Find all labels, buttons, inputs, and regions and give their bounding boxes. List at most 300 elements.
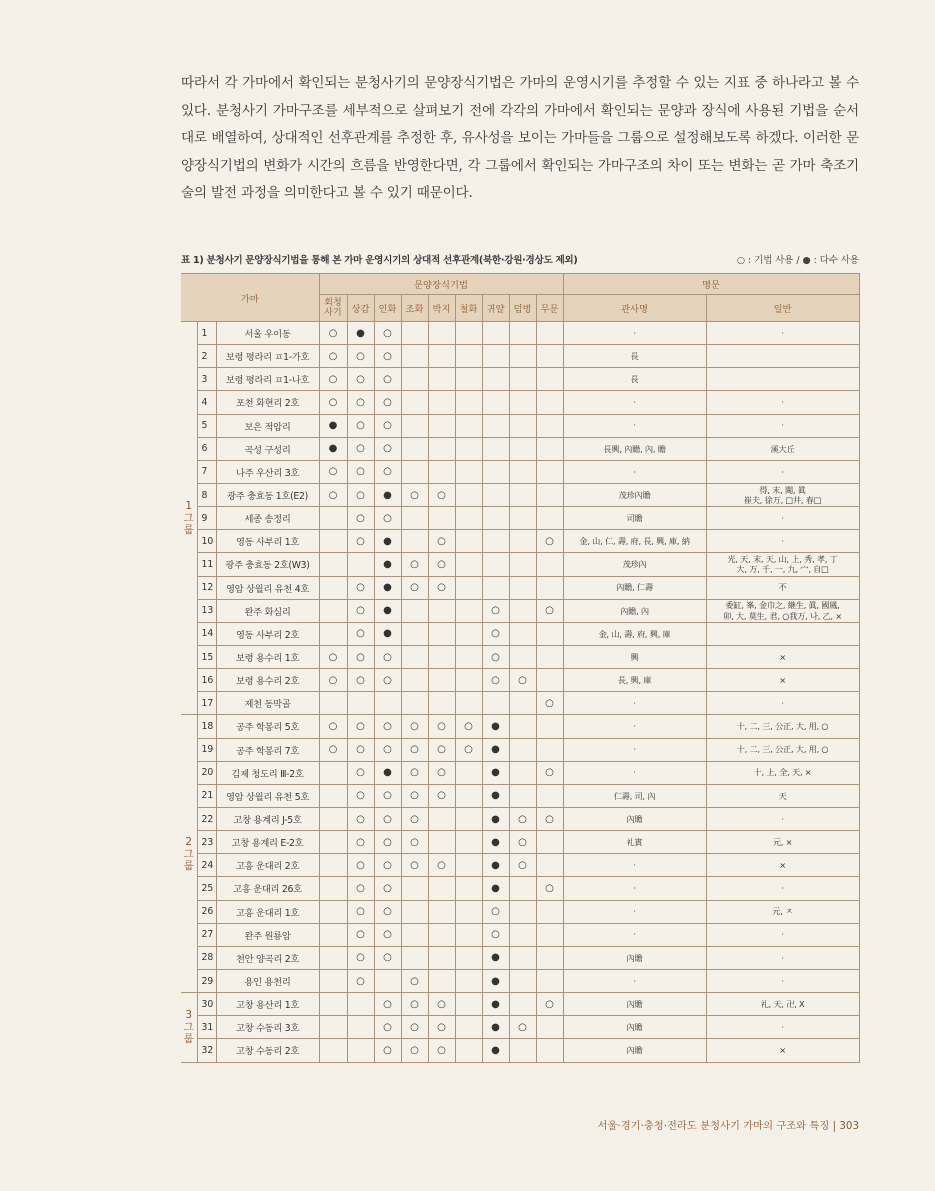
technique-mark [509,993,536,1016]
technique-mark [509,322,536,345]
technique-mark [455,322,482,345]
technique-mark: ○ [428,483,455,506]
technique-mark [319,900,347,923]
technique-mark [482,460,509,483]
row-number: 15 [197,645,216,668]
ilban-inscription: × [706,645,859,668]
technique-mark [347,993,374,1016]
technique-mark: ● [374,553,401,576]
table-row [181,946,859,969]
technique-mark [401,507,428,530]
ilban-inscription: 十, 二, 三, 公正, 大, 用, ○ [706,738,859,761]
technique-mark: ○ [347,530,374,553]
gwansa-inscription: 金, 山, 壽, 府, 興, 庫 [563,622,706,645]
gwansa-inscription: 內贍 [563,1016,706,1039]
technique-mark [319,969,347,992]
technique-mark [401,322,428,345]
technique-mark [401,599,428,622]
technique-mark [319,854,347,877]
row-number: 26 [197,900,216,923]
table-caption: 표 1) 분청사기 문양장식기법을 통해 본 가마 운영시기의 상대적 선후관계(북한·강원·경상도 제외) [181,255,578,266]
ilban-inscription: 元, × [706,831,859,854]
technique-mark: ● [374,576,401,599]
technique-mark: ○ [401,1039,428,1062]
technique-mark [401,669,428,692]
technique-mark [455,784,482,807]
gwansa-inscription: 茂珍內贍 [563,483,706,506]
ilban-inscription: 十, 二, 三, 公正, 大, 用, ○ [706,715,859,738]
row-number: 6 [197,437,216,460]
technique-mark [319,1039,347,1062]
technique-mark [428,437,455,460]
technique-mark: ○ [374,946,401,969]
technique-mark: ○ [374,993,401,1016]
technique-mark [428,599,455,622]
page-footer: 서울·경기·충청·전라도 분청사기 가마의 구조와 특징 | 303 [597,1120,859,1132]
technique-mark [455,993,482,1016]
technique-mark [509,715,536,738]
row-number: 29 [197,969,216,992]
technique-mark: ○ [374,645,401,668]
technique-mark: ○ [482,645,509,668]
technique-mark [401,414,428,437]
technique-mark [455,368,482,391]
kiln-name: 곡성 구성리 [216,437,319,460]
technique-mark: ○ [319,738,347,761]
technique-mark: ○ [536,761,563,784]
technique-mark: ○ [482,622,509,645]
header-technique: 철화 [455,295,482,322]
technique-mark [509,923,536,946]
technique-mark [536,507,563,530]
technique-mark [455,1039,482,1062]
ilban-inscription [706,622,859,645]
row-number: 8 [197,483,216,506]
technique-mark [509,784,536,807]
technique-mark [319,576,347,599]
technique-mark [509,414,536,437]
kiln-name: 천안 양곡리 2호 [216,946,319,969]
gwansa-inscription: 內贍 [563,993,706,1016]
table-row [181,576,859,599]
kiln-name: 고창 수동리 3호 [216,1016,319,1039]
technique-mark [536,969,563,992]
kiln-name: 고창 용계리 E-2호 [216,831,319,854]
technique-mark: ○ [374,1039,401,1062]
technique-mark [401,345,428,368]
group-label: 2 그 룹 [181,715,197,993]
technique-mark [401,530,428,553]
header-technique: 박지 [428,295,455,322]
technique-mark: ● [374,761,401,784]
gwansa-inscription: · [563,322,706,345]
technique-mark: ○ [347,946,374,969]
technique-mark [509,738,536,761]
technique-mark [428,807,455,830]
gwansa-inscription: 內贍 [563,946,706,969]
table-body [181,322,859,1063]
row-number: 18 [197,715,216,738]
row-number: 31 [197,1016,216,1039]
technique-mark [536,715,563,738]
technique-mark [509,599,536,622]
ilban-inscription [706,368,859,391]
kiln-name: 고창 용계리 J-5호 [216,807,319,830]
technique-mark: ○ [401,993,428,1016]
technique-mark: ○ [509,854,536,877]
technique-mark [319,993,347,1016]
technique-mark: ○ [374,738,401,761]
row-number: 3 [197,368,216,391]
header-kiln: 가마 [181,274,319,322]
technique-mark: ○ [401,483,428,506]
technique-mark: ○ [401,969,428,992]
technique-mark: ○ [347,622,374,645]
technique-mark: ○ [319,715,347,738]
technique-mark [536,553,563,576]
technique-mark: ○ [374,877,401,900]
kiln-name: 완주 화심리 [216,599,319,622]
row-number: 23 [197,831,216,854]
technique-mark [319,784,347,807]
technique-mark [509,692,536,715]
technique-mark: ○ [428,784,455,807]
table-row [181,784,859,807]
technique-mark: ○ [347,437,374,460]
technique-mark: ● [482,1016,509,1039]
technique-mark [482,345,509,368]
technique-mark: ● [374,622,401,645]
technique-mark [455,622,482,645]
row-number: 32 [197,1039,216,1062]
technique-mark [509,483,536,506]
technique-mark [482,368,509,391]
technique-mark [509,368,536,391]
technique-mark: ○ [347,784,374,807]
gwansa-inscription: 內贍, 內 [563,599,706,622]
gwansa-inscription: 長, 興, 庫 [563,669,706,692]
gwansa-inscription: 長 [563,368,706,391]
technique-mark: ○ [347,483,374,506]
technique-mark [428,460,455,483]
ilban-inscription: 得, 末, 闖, 眞 崔夫, 徐万, □井, 春□ [706,483,859,506]
technique-mark [428,923,455,946]
technique-mark [319,692,347,715]
technique-mark: ○ [319,345,347,368]
header-technique-group: 문양장식기법 [319,274,563,295]
technique-mark: ○ [347,923,374,946]
technique-mark [401,622,428,645]
technique-mark [509,645,536,668]
header-inscription-group: 명문 [563,274,859,295]
technique-mark [319,923,347,946]
ilban-inscription: · [706,391,859,414]
technique-mark [509,553,536,576]
technique-mark: ○ [374,831,401,854]
technique-mark [428,692,455,715]
row-number: 28 [197,946,216,969]
technique-mark: ○ [428,576,455,599]
technique-mark [428,622,455,645]
technique-mark [509,969,536,992]
ilban-inscription: · [706,923,859,946]
technique-mark: ○ [401,854,428,877]
gwansa-inscription: · [563,738,706,761]
technique-mark [509,460,536,483]
technique-mark [319,831,347,854]
header-gwansa: 관사명 [563,295,706,322]
kiln-name: 보령 용수리 1호 [216,645,319,668]
technique-mark [455,692,482,715]
header-technique: 회청 사기 [319,295,347,322]
table-row [181,507,859,530]
kiln-name: 공주 학봉리 5호 [216,715,319,738]
technique-mark [509,946,536,969]
technique-mark [428,645,455,668]
ilban-inscription: · [706,414,859,437]
technique-mark [509,1039,536,1062]
table-row [181,368,859,391]
ilban-inscription: · [706,877,859,900]
technique-mark: ○ [536,692,563,715]
ilban-inscription: 元, ㅈ [706,900,859,923]
table-row [181,483,859,506]
technique-mark [482,483,509,506]
technique-mark [536,460,563,483]
kiln-name: 세종 송정리 [216,507,319,530]
technique-mark: ○ [347,599,374,622]
technique-mark [509,507,536,530]
technique-mark: ○ [319,645,347,668]
kiln-name: 고흥 운대리 2호 [216,854,319,877]
technique-mark [455,345,482,368]
technique-mark [509,877,536,900]
technique-mark [536,576,563,599]
ilban-inscription: 十, 上, 全, 天, × [706,761,859,784]
technique-mark [455,923,482,946]
kiln-name: 보은 적암리 [216,414,319,437]
kiln-name: 보령 평라리 ㅍ1-가호 [216,345,319,368]
gwansa-inscription: · [563,923,706,946]
technique-mark [428,669,455,692]
technique-mark [536,831,563,854]
technique-mark: ○ [347,368,374,391]
kiln-name: 고창 수동리 2호 [216,1039,319,1062]
technique-mark [401,437,428,460]
technique-mark: ○ [509,1016,536,1039]
technique-mark: ● [374,483,401,506]
technique-mark: ○ [374,784,401,807]
technique-mark [482,391,509,414]
gwansa-inscription: · [563,877,706,900]
technique-mark: ○ [374,669,401,692]
technique-mark [536,854,563,877]
table-row [181,530,859,553]
ilban-inscription: × [706,854,859,877]
header-technique: 무문 [536,295,563,322]
kiln-name: 영동 사부리 1호 [216,530,319,553]
ilban-inscription: · [706,460,859,483]
ilban-inscription: · [706,807,859,830]
technique-mark [428,507,455,530]
group-label: 3 그 룹 [181,993,197,1062]
technique-mark: ● [482,807,509,830]
technique-mark [536,437,563,460]
technique-mark [401,900,428,923]
technique-mark: ○ [401,1016,428,1039]
technique-mark: ● [482,738,509,761]
technique-mark: ○ [428,715,455,738]
row-number: 10 [197,530,216,553]
technique-mark [401,368,428,391]
technique-mark [536,738,563,761]
technique-mark [455,761,482,784]
technique-mark: ○ [455,738,482,761]
technique-mark [455,576,482,599]
kiln-name: 완주 원룡암 [216,923,319,946]
technique-mark: ○ [428,854,455,877]
row-number: 22 [197,807,216,830]
ilban-inscription: · [706,946,859,969]
technique-mark: ○ [347,900,374,923]
kiln-name: 용인 용천리 [216,969,319,992]
technique-mark [455,854,482,877]
technique-mark: ○ [319,322,347,345]
technique-mark [482,322,509,345]
table-row [181,345,859,368]
technique-mark [428,900,455,923]
technique-mark [455,1016,482,1039]
technique-mark [509,345,536,368]
technique-mark: ○ [374,507,401,530]
technique-mark: ○ [347,414,374,437]
technique-mark [509,437,536,460]
ilban-inscription: × [706,669,859,692]
gwansa-inscription: 茂珍內 [563,553,706,576]
table-row [181,622,859,645]
technique-mark: ○ [401,807,428,830]
technique-mark: ● [482,761,509,784]
row-number: 7 [197,460,216,483]
technique-mark: ○ [347,738,374,761]
technique-mark [428,414,455,437]
technique-mark [455,877,482,900]
technique-mark [374,692,401,715]
technique-mark: ○ [374,715,401,738]
technique-mark [401,391,428,414]
technique-mark: ○ [374,900,401,923]
technique-mark [455,807,482,830]
technique-mark [455,391,482,414]
kiln-name: 서울 우이동 [216,322,319,345]
row-number: 2 [197,345,216,368]
gwansa-inscription: 仁壽, 司, 內 [563,784,706,807]
technique-mark: ○ [319,669,347,692]
header-technique: 덤벙 [509,295,536,322]
technique-mark [319,877,347,900]
ilban-inscription: · [706,322,859,345]
gwansa-inscription: · [563,391,706,414]
table-row [181,854,859,877]
gwansa-inscription: 興 [563,645,706,668]
body-paragraph: 따라서 각 가마에서 확인되는 분청사기의 문양장식기법은 가마의 운영시기를 추정할 수 있는 지표 중 하나라고 볼 수 있다. 분청사기 가마구조를 세부적으로 살펴보기 전에 각각의 가마에서 확인되는 문양과 장식에 사용된 기법을 순서대로 배열하여, 상대적인 선후관계를 추정한 후, 유사성을 보이는 가마들을 그룹으로 설정해보도록 하겠다. 이러한 문양장식기법의 변화가 시간의 흐름을 반영한다면, 각 그룹에서 확인되는 가마구조의 차이 또는 변화는 곧 가마 축조기술의 발전 과정을 의미한다고 볼 수 있기 때문이다. [181,75,859,202]
kiln-name: 공주 학봉리 7호 [216,738,319,761]
technique-mark: ● [482,784,509,807]
technique-mark [455,437,482,460]
technique-mark [536,391,563,414]
technique-mark [509,900,536,923]
technique-mark [401,923,428,946]
technique-mark [509,391,536,414]
technique-mark [482,437,509,460]
gwansa-inscription: 礼賓 [563,831,706,854]
technique-mark: ○ [374,322,401,345]
table-row [181,831,859,854]
table-row [181,738,859,761]
kiln-technique-table [181,273,860,1063]
table-row [181,877,859,900]
technique-mark: ○ [401,831,428,854]
technique-mark: ● [374,530,401,553]
gwansa-inscription: · [563,460,706,483]
gwansa-inscription: · [563,900,706,923]
technique-mark: ○ [401,553,428,576]
row-number: 19 [197,738,216,761]
technique-mark [455,414,482,437]
table-row [181,993,859,1016]
ilban-inscription: 不 [706,576,859,599]
header-technique: 귀얄 [482,295,509,322]
technique-mark [319,553,347,576]
technique-mark [509,576,536,599]
technique-mark: ○ [347,854,374,877]
table-row [181,969,859,992]
row-number: 30 [197,993,216,1016]
kiln-name: 광주 충효동 2호(W3) [216,553,319,576]
kiln-name: 고흥 운대리 26호 [216,877,319,900]
technique-mark [401,645,428,668]
technique-mark [401,692,428,715]
table-caption-row [181,252,859,268]
header-technique: 조화 [401,295,428,322]
ilban-inscription: 天 [706,784,859,807]
technique-mark: ○ [347,761,374,784]
technique-mark: ○ [347,807,374,830]
technique-mark [319,761,347,784]
row-number: 9 [197,507,216,530]
technique-mark [347,1016,374,1039]
technique-mark: ○ [401,761,428,784]
technique-mark [536,322,563,345]
technique-mark [536,368,563,391]
technique-mark [455,900,482,923]
technique-mark [536,784,563,807]
gwansa-inscription: · [563,761,706,784]
technique-mark: ○ [347,507,374,530]
technique-mark [536,645,563,668]
ilban-inscription [706,345,859,368]
technique-mark: ○ [347,669,374,692]
technique-mark [347,1039,374,1062]
technique-mark [428,322,455,345]
technique-mark: ○ [374,414,401,437]
technique-mark: ● [482,715,509,738]
row-number: 17 [197,692,216,715]
table-row [181,391,859,414]
technique-mark [374,969,401,992]
technique-mark: ○ [347,391,374,414]
technique-mark [482,576,509,599]
